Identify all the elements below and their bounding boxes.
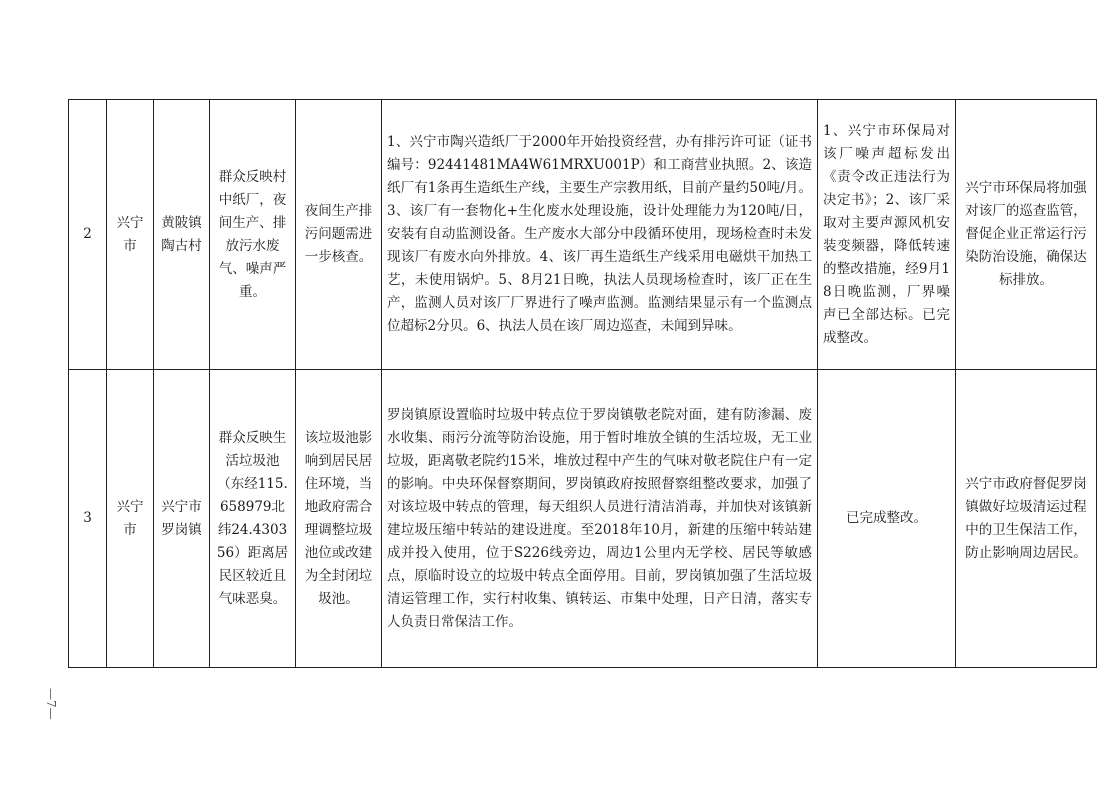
page-number: —7— — [44, 688, 58, 720]
table-row — [69, 100, 1097, 370]
complaint-cell: 群众反映村中纸厂，夜间生产、排放污水废气、噪声严重。 — [210, 100, 296, 370]
complaint-cell: 群众反映生活垃圾池（东经115.658979北纬24.430356）距离居民区较近且气味恶臭。 — [210, 370, 296, 668]
finding-cell: 夜间生产排污问题需进一步核查。 — [296, 100, 382, 370]
row-number: 2 — [69, 100, 107, 370]
followup-cell: 兴宁市政府督促罗岗镇做好垃圾清运过程中的卫生保洁工作，防止影响周边居民。 — [956, 370, 1097, 668]
followup-cell: 兴宁市环保局将加强对该厂的巡查监管，督促企业正常运行污染防治设施，确保达标排放。 — [956, 100, 1097, 370]
rectification-cell: 已完成整改。 — [818, 370, 956, 668]
city-cell: 兴宁市 — [107, 100, 154, 370]
location-cell: 黄陂镇陶古村 — [154, 100, 210, 370]
complaint-table — [68, 99, 1097, 668]
investigation-cell: 1、兴宁市陶兴造纸厂于2000年开始投资经营，办有排污许可证（证书编号：92441481MA4W61MRXU001P）和工商营业执照。2、该造纸厂有1条再生造纸生产线，主要生产宗教用纸，目前产量约50吨/月。3、该厂有一套物化+生化废水处理设施，设计处理能力为120吨/日，安装有自动监测设备。生产废水大部分中段循环使用，现场检查时未发现该厂有废水向外排放。4、该厂再生造纸生产线采用电磁烘干加热工艺，未使用锅炉。5、8月21日晚，执法人员现场检查时，该厂正在生产，监测人员对该厂厂界进行了噪声监测。监测结果显示有一个监测点位超标2分贝。6、执法人员在该厂周边巡查，未闻到异味。 — [382, 100, 818, 370]
city-cell: 兴宁市 — [107, 370, 154, 668]
location-cell: 兴宁市罗岗镇 — [154, 370, 210, 668]
table-row — [69, 370, 1097, 668]
row-number: 3 — [69, 370, 107, 668]
finding-cell: 该垃圾池影响到居民居住环境，当地政府需合理调整垃圾池位或改建为全封闭垃圾池。 — [296, 370, 382, 668]
rectification-cell: 1、兴宁市环保局对该厂噪声超标发出《责令改正违法行为决定书》；2、该厂采取对主要声源风机安装变频器，降低转速的整改措施，经9月18日晚监测，厂界噪声已全部达标。已完成整改。 — [818, 100, 956, 370]
investigation-cell: 罗岗镇原设置临时垃圾中转点位于罗岗镇敬老院对面，建有防渗漏、废水收集、雨污分流等防治设施，用于暂时堆放全镇的生活垃圾，无工业垃圾，距离敬老院约15米，堆放过程中产生的气味对敬老院住户有一定的影响。中央环保督察期间，罗岗镇政府按照督察组整改要求，加强了对该垃圾中转点的管理，每天组织人员进行清洁消毒，并加快对该镇新建垃圾压缩中转站的建设进度。至2018年10月，新建的压缩中转站建成并投入使用，位于S226线旁边，周边1公里内无学校、居民等敏感点，原临时设立的垃圾中转点全面停用。目前，罗岗镇加强了生活垃圾清运管理工作，实行村收集、镇转运、市集中处理，日产日清，落实专人负责日常保洁工作。 — [382, 370, 818, 668]
